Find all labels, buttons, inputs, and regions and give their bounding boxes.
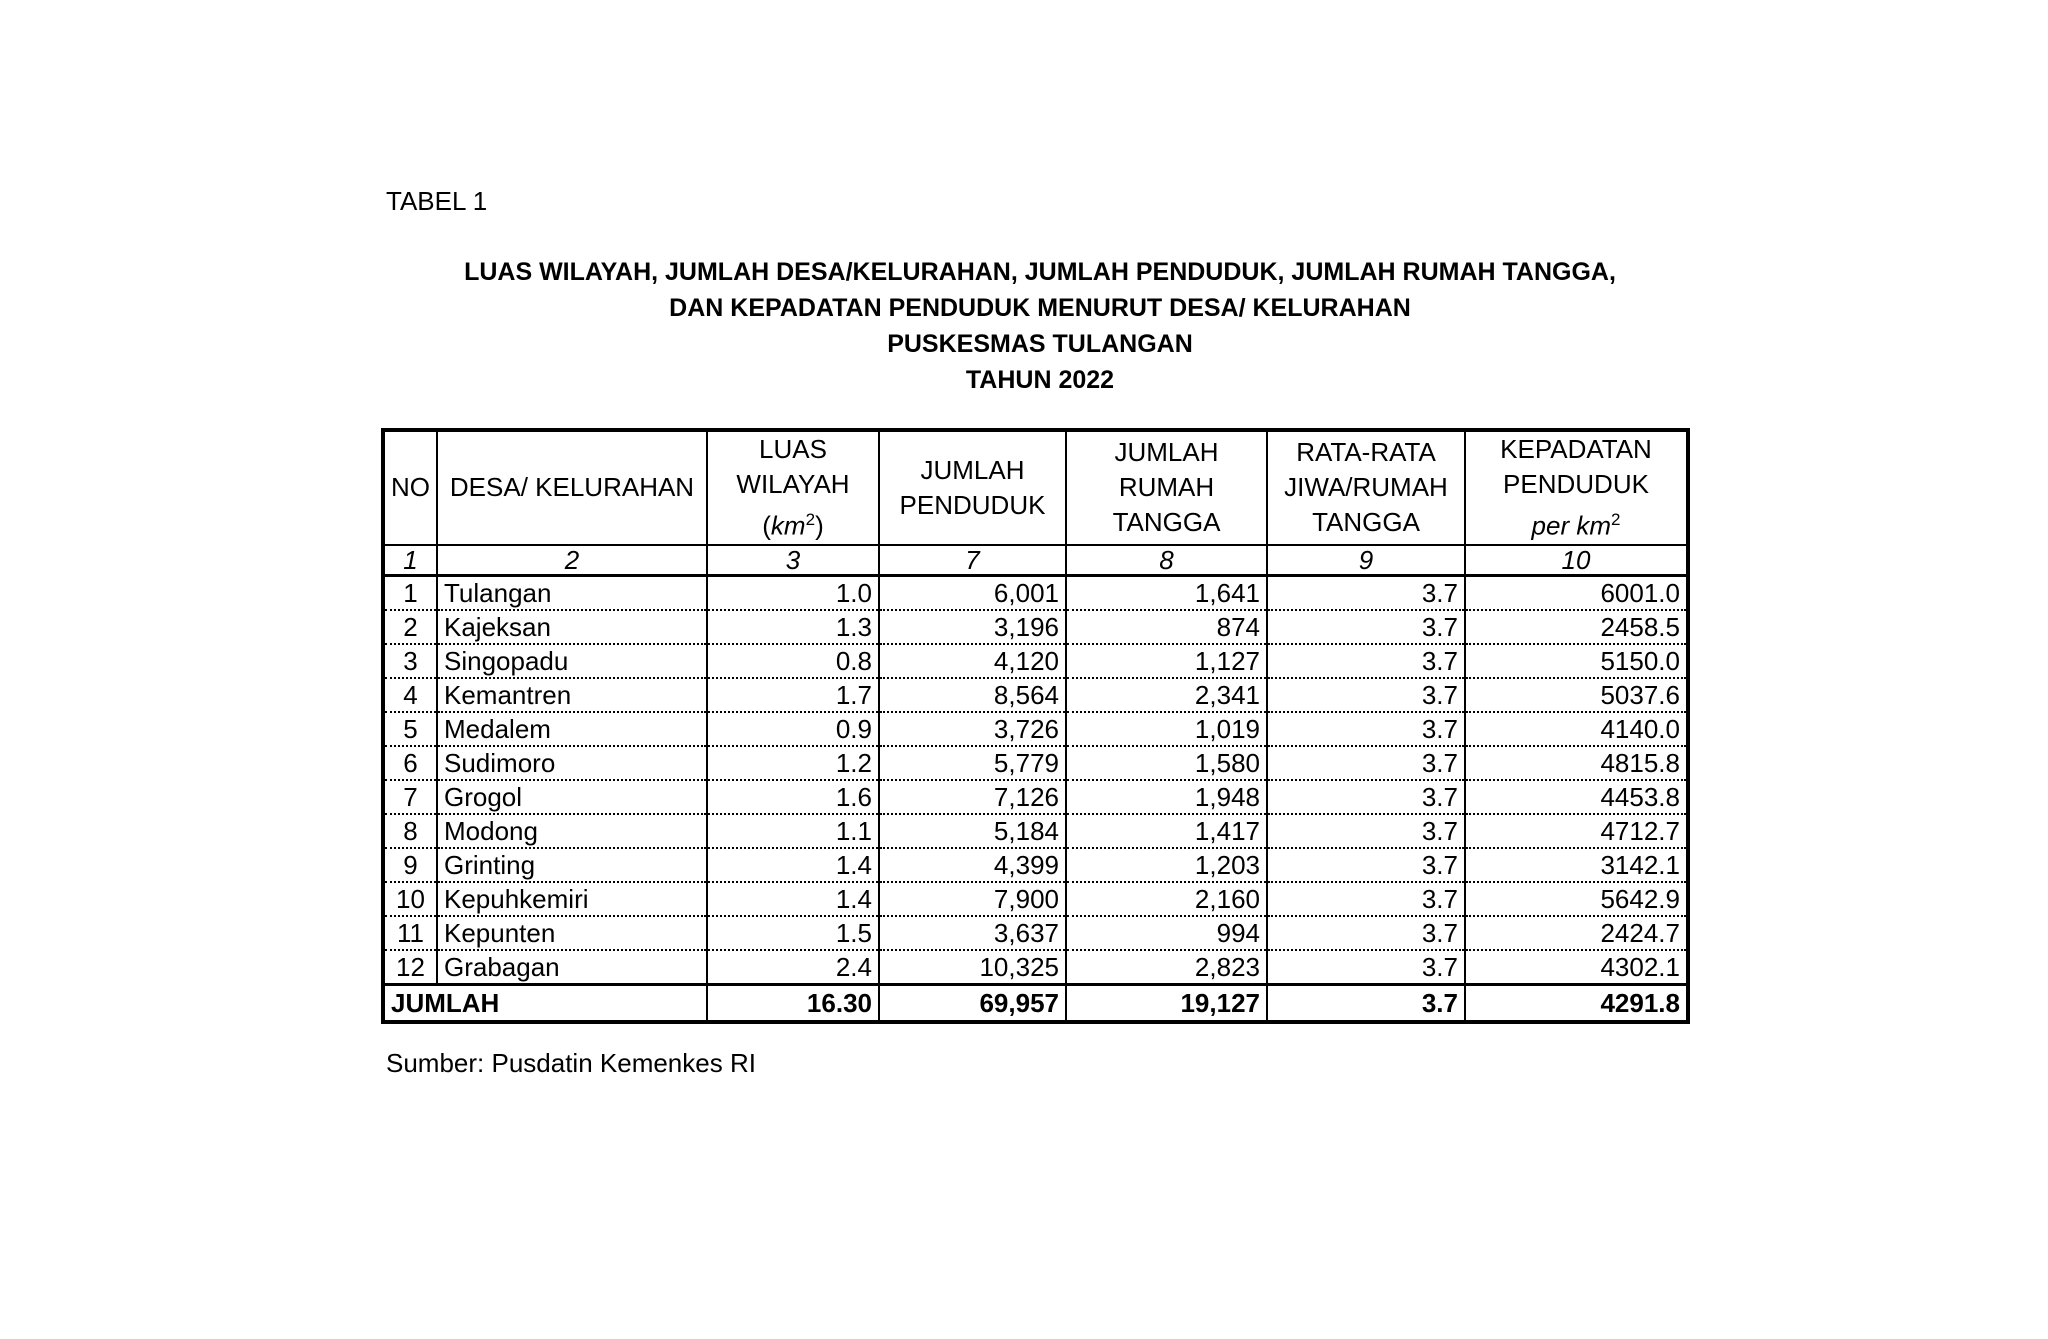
header-rt-line3: TANGGA — [1112, 507, 1221, 538]
cell-rumah-tangga: 1,580 — [1066, 746, 1267, 780]
cell-kepadatan: 4140.0 — [1465, 712, 1688, 746]
cell-no: 6 — [383, 746, 437, 780]
cell-desa: Kemantren — [437, 678, 707, 712]
table-row — [383, 610, 1688, 644]
cell-rumah-tangga: 1,019 — [1066, 712, 1267, 746]
cell-rumah-tangga: 1,127 — [1066, 644, 1267, 678]
column-number: 1 — [383, 545, 437, 576]
table-row — [383, 746, 1688, 780]
header-penduduk-line1: JUMLAH — [920, 454, 1025, 485]
header-desa — [437, 430, 707, 545]
cell-rumah-tangga: 874 — [1066, 610, 1267, 644]
cell-kepadatan: 3142.1 — [1465, 848, 1688, 882]
cell-penduduk: 7,900 — [879, 882, 1066, 916]
cell-rata-rata: 3.7 — [1267, 814, 1465, 848]
cell-luas: 0.9 — [707, 712, 879, 746]
cell-kepadatan: 5037.6 — [1465, 678, 1688, 712]
cell-kepadatan: 4815.8 — [1465, 746, 1688, 780]
cell-luas: 1.3 — [707, 610, 879, 644]
title-line: DAN KEPADATAN PENDUDUK MENURUT DESA/ KELURAHAN — [669, 294, 1411, 322]
cell-desa: Modong — [437, 814, 707, 848]
cell-desa: Kepunten — [437, 916, 707, 950]
cell-luas: 1.7 — [707, 678, 879, 712]
column-number: 10 — [1465, 545, 1688, 576]
header-no — [383, 430, 437, 545]
table-row — [383, 712, 1688, 746]
cell-desa: Kajeksan — [437, 610, 707, 644]
table-row — [383, 916, 1688, 950]
column-number: 7 — [879, 545, 1066, 576]
cell-penduduk: 3,196 — [879, 610, 1066, 644]
table-row — [383, 950, 1688, 985]
cell-no: 4 — [383, 678, 437, 712]
table-row — [383, 575, 1688, 610]
cell-penduduk: 8,564 — [879, 678, 1066, 712]
cell-rata-rata: 3.7 — [1267, 950, 1465, 985]
cell-no: 3 — [383, 644, 437, 678]
total-luas: 16.30 — [707, 984, 879, 1022]
title-line: LUAS WILAYAH, JUMLAH DESA/KELURAHAN, JUMLAH PENDUDUK, JUMLAH RUMAH TANGGA, — [464, 258, 1616, 286]
header-rt-line1: JUMLAH — [1114, 437, 1219, 468]
total-row — [383, 984, 1688, 1022]
title-line: PUSKESMAS TULANGAN — [887, 330, 1193, 358]
cell-luas: 1.1 — [707, 814, 879, 848]
cell-rumah-tangga: 1,417 — [1066, 814, 1267, 848]
table-row — [383, 644, 1688, 678]
cell-rata-rata: 3.7 — [1267, 916, 1465, 950]
unit-per-km: per km — [1531, 510, 1611, 541]
total-penduduk: 69,957 — [879, 984, 1066, 1022]
header-penduduk — [879, 430, 1066, 545]
cell-rumah-tangga: 994 — [1066, 916, 1267, 950]
cell-luas: 1.4 — [707, 848, 879, 882]
total-rata-rata: 3.7 — [1267, 984, 1465, 1022]
header-rt-line2: RUMAH — [1118, 472, 1215, 503]
cell-rumah-tangga: 2,341 — [1066, 678, 1267, 712]
header-penduduk-line2: PENDUDUK — [899, 489, 1046, 520]
title-line: TAHUN 2022 — [965, 366, 1115, 394]
cell-no: 11 — [383, 916, 437, 950]
cell-no: 1 — [383, 575, 437, 610]
cell-rata-rata: 3.7 — [1267, 780, 1465, 814]
data-table — [381, 428, 1690, 1024]
cell-rumah-tangga: 1,203 — [1066, 848, 1267, 882]
cell-rumah-tangga: 1,948 — [1066, 780, 1267, 814]
cell-desa: Tulangan — [437, 575, 707, 610]
unit-sup: 2 — [1611, 510, 1621, 529]
unit-sup: 2 — [805, 510, 816, 529]
header-luas-unit — [714, 502, 872, 544]
table-row — [383, 780, 1688, 814]
header-kepadatan — [1465, 430, 1688, 545]
cell-no: 5 — [383, 712, 437, 746]
table-title — [380, 254, 1700, 398]
cell-no: 8 — [383, 814, 437, 848]
cell-kepadatan: 5642.9 — [1465, 882, 1688, 916]
table-body — [383, 575, 1688, 984]
header-kep-unit — [1472, 502, 1680, 544]
cell-desa: Grabagan — [437, 950, 707, 985]
cell-rata-rata: 3.7 — [1267, 644, 1465, 678]
cell-desa: Kepuhkemiri — [437, 882, 707, 916]
cell-rata-rata: 3.7 — [1267, 610, 1465, 644]
cell-rumah-tangga: 2,823 — [1066, 950, 1267, 985]
cell-luas: 1.2 — [707, 746, 879, 780]
header-desa-text: DESA/ KELURAHAN — [449, 472, 695, 503]
cell-kepadatan: 5150.0 — [1465, 644, 1688, 678]
cell-luas: 1.4 — [707, 882, 879, 916]
header-luas-line1: LUAS — [759, 434, 827, 464]
column-number: 3 — [707, 545, 879, 576]
cell-rumah-tangga: 1,641 — [1066, 575, 1267, 610]
cell-desa: Medalem — [437, 712, 707, 746]
total-kepadatan: 4291.8 — [1465, 984, 1688, 1022]
cell-rata-rata: 3.7 — [1267, 848, 1465, 882]
cell-rata-rata: 3.7 — [1267, 746, 1465, 780]
cell-luas: 1.5 — [707, 916, 879, 950]
table-row — [383, 678, 1688, 712]
header-rata-line3: TANGGA — [1312, 507, 1420, 538]
header-rata-line1: RATA-RATA — [1296, 437, 1436, 468]
header-rata-rata — [1267, 430, 1465, 545]
cell-kepadatan: 2458.5 — [1465, 610, 1688, 644]
header-luas-line2: WILAYAH — [736, 469, 850, 499]
cell-penduduk: 5,779 — [879, 746, 1066, 780]
cell-kepadatan: 4712.7 — [1465, 814, 1688, 848]
cell-penduduk: 7,126 — [879, 780, 1066, 814]
cell-kepadatan: 4453.8 — [1465, 780, 1688, 814]
unit-km: km — [770, 510, 806, 541]
column-number: 9 — [1267, 545, 1465, 576]
table-label: TABEL 1 — [386, 186, 488, 216]
cell-luas: 1.6 — [707, 780, 879, 814]
cell-rata-rata: 3.7 — [1267, 712, 1465, 746]
cell-desa: Sudimoro — [437, 746, 707, 780]
cell-no: 2 — [383, 610, 437, 644]
cell-luas: 1.0 — [707, 575, 879, 610]
cell-desa: Grinting — [437, 848, 707, 882]
column-number: 8 — [1066, 545, 1267, 576]
cell-no: 10 — [383, 882, 437, 916]
cell-kepadatan: 4302.1 — [1465, 950, 1688, 985]
header-kep-line1: KEPADATAN — [1500, 434, 1652, 464]
cell-rumah-tangga: 2,160 — [1066, 882, 1267, 916]
cell-no: 7 — [383, 780, 437, 814]
header-rata-line2: JIWA/RUMAH — [1284, 472, 1448, 503]
header-luas — [707, 430, 879, 545]
cell-desa: Grogol — [437, 780, 707, 814]
cell-penduduk: 5,184 — [879, 814, 1066, 848]
unit-close-paren: ) — [815, 510, 824, 541]
cell-penduduk: 4,120 — [879, 644, 1066, 678]
table-row — [383, 814, 1688, 848]
cell-no: 9 — [383, 848, 437, 882]
cell-desa: Singopadu — [437, 644, 707, 678]
cell-penduduk: 10,325 — [879, 950, 1066, 985]
column-number: 2 — [437, 545, 707, 576]
column-number-row — [383, 545, 1688, 576]
cell-luas: 0.8 — [707, 644, 879, 678]
cell-kepadatan: 2424.7 — [1465, 916, 1688, 950]
unit-open-paren: ( — [762, 510, 771, 541]
header-kep-line2: PENDUDUK — [1503, 469, 1649, 499]
cell-penduduk: 6,001 — [879, 575, 1066, 610]
cell-kepadatan: 6001.0 — [1465, 575, 1688, 610]
header-row — [383, 430, 1688, 545]
cell-rata-rata: 3.7 — [1267, 575, 1465, 610]
cell-rata-rata: 3.7 — [1267, 882, 1465, 916]
cell-penduduk: 3,637 — [879, 916, 1066, 950]
cell-luas: 2.4 — [707, 950, 879, 985]
table-row — [383, 882, 1688, 916]
source-note: Sumber: Pusdatin Kemenkes RI — [386, 1048, 756, 1078]
header-rumah-tangga — [1066, 430, 1267, 545]
cell-no: 12 — [383, 950, 437, 985]
cell-rata-rata: 3.7 — [1267, 678, 1465, 712]
table-row — [383, 848, 1688, 882]
cell-penduduk: 3,726 — [879, 712, 1066, 746]
header-no-text: NO — [391, 472, 430, 503]
total-label: JUMLAH — [383, 984, 707, 1022]
total-rumah-tangga: 19,127 — [1066, 984, 1267, 1022]
cell-penduduk: 4,399 — [879, 848, 1066, 882]
